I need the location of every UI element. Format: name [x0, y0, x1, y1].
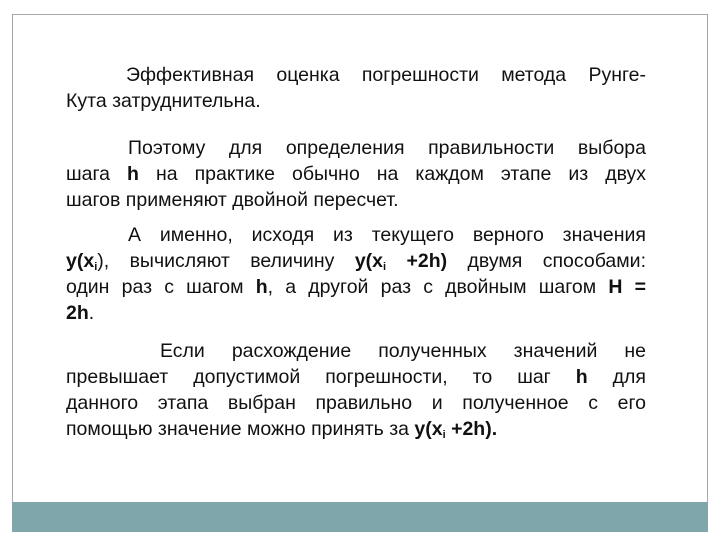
variable-h: h	[575, 366, 588, 388]
slide-footer-bar	[12, 502, 708, 532]
variable-h: h	[255, 276, 268, 298]
formula-H-equals: H =	[608, 276, 646, 298]
formula-text: y(x	[66, 250, 95, 272]
paragraph-3-line-4	[66, 300, 646, 326]
paragraph-3	[66, 222, 646, 326]
text-fragment: шага	[66, 163, 128, 185]
text-fragment: для	[587, 366, 646, 388]
formula-2h: 2h	[66, 302, 89, 324]
paragraph-4	[66, 338, 646, 442]
paragraph-1-line-2: Кута затруднительна.	[66, 90, 261, 112]
formula-text: +2h)	[386, 250, 448, 272]
text-fragment: один раз с шагом	[66, 276, 256, 298]
paragraph-3-line-3	[66, 274, 646, 300]
text-fragment: превышает допустимой погрешности, то шаг	[66, 366, 576, 388]
paragraph-4-line-3: данного этапа выбран правильно и полученное с его	[66, 392, 646, 414]
variable-h: h	[127, 163, 139, 185]
subscript-i: i	[94, 261, 98, 273]
formula-y-xi	[66, 250, 97, 272]
paragraph-4-line-1: Если расхождение полученных значений не	[160, 340, 646, 362]
text-fragment: .	[88, 302, 95, 324]
text-fragment: на практике обычно на каждом этапе из двух	[138, 163, 646, 185]
subscript-i: i	[442, 429, 446, 441]
subscript-i: i	[383, 261, 387, 273]
paragraph-4-line-4	[66, 416, 646, 442]
text-fragment: помощью значение можно принять за	[66, 418, 415, 440]
formula-y-xi-plus-2h	[355, 250, 447, 272]
paragraph-2-line-1: Поэтому для определения правильности выбора	[128, 137, 646, 159]
formula-text: y(x	[354, 250, 383, 272]
formula-y-xi-plus-2h	[414, 418, 497, 440]
text-fragment: )	[97, 250, 104, 272]
paragraph-2-line-3: шагов применяют двойной пересчет.	[66, 189, 399, 211]
text-fragment: , а другой раз с двойным шагом	[267, 276, 609, 298]
text-fragment: , вычисляют величину	[103, 250, 355, 272]
paragraph-2	[66, 135, 646, 213]
formula-text: y(x	[414, 418, 443, 440]
paragraph-1	[66, 62, 646, 114]
paragraph-4-line-2	[66, 364, 646, 390]
paragraph-3-line-1: А именно, исходя из текущего верного значения	[128, 224, 646, 246]
paragraph-3-line-2	[66, 248, 646, 274]
paragraph-2-line-2	[66, 161, 646, 187]
paragraph-1-line-1: Эффективная оценка погрешности метода Рунге-	[126, 64, 646, 86]
text-fragment: двумя способами:	[447, 250, 646, 272]
formula-text: +2h).	[445, 418, 498, 440]
